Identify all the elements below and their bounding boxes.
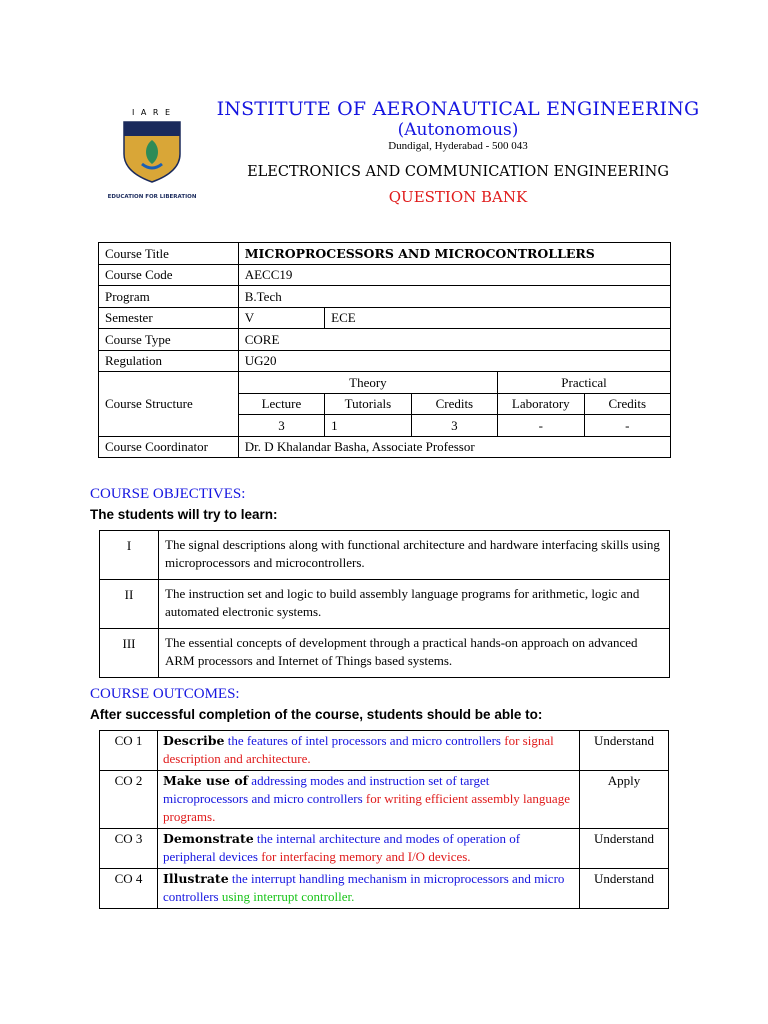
semester-value: V [238, 307, 324, 329]
course-structure-label: Course Structure [99, 372, 239, 437]
logo-motto: EDUCATION FOR LIBERATION [107, 194, 197, 200]
institute-name: INSTITUTE OF AERONAUTICAL ENGINEERING [216, 98, 700, 120]
lecture-value: 3 [238, 415, 324, 437]
course-code-label: Course Code [99, 264, 239, 286]
department-name: ELECTRONICS AND COMMUNICATION ENGINEERING [247, 164, 669, 180]
outcome-level: Understand [580, 731, 669, 771]
practical-credits-value: - [584, 415, 670, 437]
outcome-content: addressing modes and instruction set of target microprocessors and micro controllers [163, 773, 490, 806]
objective-text: The signal descriptions along with functional architecture and hardware interfacing skills using microprocessors and microcontrollers. [159, 531, 670, 580]
outcomes-heading: COURSE OUTCOMES: [90, 686, 240, 702]
coordinator-label: Course Coordinator [99, 436, 239, 458]
outcome-verb: Make use of [163, 773, 249, 788]
outcome-row [100, 731, 669, 771]
iare-logo [107, 106, 197, 202]
practical-credits-label: Credits [584, 393, 670, 415]
outcome-code: CO 1 [100, 731, 158, 771]
outcome-purpose: using interrupt controller. [221, 889, 355, 904]
outcome-code: CO 3 [100, 829, 158, 869]
outcome-row [100, 771, 669, 829]
lecture-label: Lecture [238, 393, 324, 415]
program-row [99, 286, 671, 308]
outcome-content: the internal architecture and modes of operation of peripheral devices [163, 831, 521, 864]
course-title-label: Course Title [99, 243, 239, 265]
outcomes-intro: After successful completion of the course, students should be able to: [90, 707, 543, 722]
tutorials-value: 1 [325, 415, 411, 437]
regulation-value: UG20 [238, 350, 670, 372]
outcome-verb: Illustrate [163, 871, 229, 886]
course-type-row [99, 329, 671, 351]
outcome-purpose: for signal description and architecture. [163, 733, 554, 766]
course-title-row [99, 243, 671, 265]
outcome-level: Understand [580, 829, 669, 869]
semester-label: Semester [99, 307, 239, 329]
practical-label: Practical [498, 372, 671, 394]
course-code-value: AECC19 [238, 264, 670, 286]
semester-row [99, 307, 671, 329]
outcome-text [158, 829, 580, 869]
outcome-level: Apply [580, 771, 669, 829]
outcome-text [158, 771, 580, 829]
semester-branch: ECE [325, 307, 671, 329]
outcome-content: the interrupt handling mechanism in microprocessors and micro controllers [163, 871, 565, 904]
laboratory-value: - [498, 415, 584, 437]
outcome-purpose: for writing efficient assembly language programs. [163, 791, 570, 824]
objectives-heading: COURSE OBJECTIVES: [90, 486, 246, 502]
regulation-row [99, 350, 671, 372]
course-type-value: CORE [238, 329, 670, 351]
tutorials-label: Tutorials [325, 393, 411, 415]
program-value: B.Tech [238, 286, 670, 308]
theory-label: Theory [238, 372, 497, 394]
objective-row [100, 580, 670, 629]
program-label: Program [99, 286, 239, 308]
outcome-purpose: for interfacing memory and I/O devices. [261, 849, 471, 864]
outcome-text [158, 869, 580, 909]
course-title-value: MICROPROCESSORS AND MICROCONTROLLERS [238, 243, 670, 265]
outcome-text [158, 731, 580, 771]
outcome-row [100, 829, 669, 869]
autonomous-label: (Autonomous) [397, 120, 519, 140]
institute-address: Dundigal, Hyderabad - 500 043 [388, 140, 528, 152]
objective-number: II [100, 580, 159, 629]
outcome-content: the features of intel processors and micro controllers [227, 733, 501, 748]
outcome-row [100, 869, 669, 909]
document-title: QUESTION BANK [388, 188, 528, 206]
objective-text: The essential concepts of development through a practical hands-on approach on advanced ARM processors and Internet of Things based systems. [159, 629, 670, 678]
credits-label: Credits [411, 393, 497, 415]
credits-value: 3 [411, 415, 497, 437]
laboratory-label: Laboratory [498, 393, 584, 415]
course-info-table [98, 242, 671, 458]
coordinator-value: Dr. D Khalandar Basha, Associate Professor [238, 436, 670, 458]
objectives-table [99, 530, 670, 678]
outcome-level: Understand [580, 869, 669, 909]
outcomes-table [99, 730, 669, 909]
objective-number: I [100, 531, 159, 580]
outcome-verb: Describe [163, 733, 225, 748]
regulation-label: Regulation [99, 350, 239, 372]
outcome-code: CO 4 [100, 869, 158, 909]
structure-header-row [99, 372, 671, 394]
objective-number: III [100, 629, 159, 678]
objective-text: The instruction set and logic to build assembly language programs for arithmetic, logic and automated electronic systems. [159, 580, 670, 629]
objective-row [100, 531, 670, 580]
course-type-label: Course Type [99, 329, 239, 351]
course-code-row [99, 264, 671, 286]
logo-text: I A R E [131, 108, 173, 117]
objectives-intro: The students will try to learn: [90, 507, 278, 522]
objective-row [100, 629, 670, 678]
outcome-code: CO 2 [100, 771, 158, 829]
outcome-verb: Demonstrate [163, 831, 254, 846]
coordinator-row [99, 436, 671, 458]
